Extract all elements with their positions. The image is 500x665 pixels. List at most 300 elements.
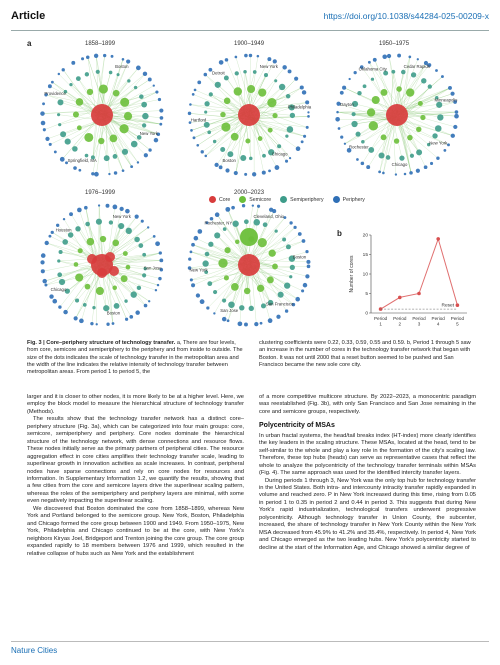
network-node <box>305 274 309 278</box>
network-node <box>90 322 93 325</box>
network-node <box>142 273 146 277</box>
network-node <box>153 84 155 86</box>
network-node <box>189 103 192 106</box>
network-node <box>399 156 404 161</box>
network-node <box>204 122 210 128</box>
legend-item-semiperiphery <box>280 196 323 203</box>
network-node <box>307 265 311 269</box>
network-node <box>123 251 128 256</box>
network-node <box>45 137 49 141</box>
network-node <box>200 299 205 304</box>
network-node <box>106 323 109 326</box>
legend-dot-semiperiphery <box>280 196 287 203</box>
network-node <box>57 113 60 116</box>
network-node <box>190 129 193 132</box>
network-node <box>159 258 163 262</box>
network-node <box>125 209 130 214</box>
network-node <box>257 55 260 58</box>
network-node <box>257 285 264 292</box>
network-node <box>148 78 152 82</box>
y-tick-label: 0 <box>365 311 368 317</box>
network-node <box>142 253 146 257</box>
network-node <box>432 133 437 138</box>
network-node <box>372 96 380 104</box>
right-column <box>259 394 476 552</box>
network-node <box>361 140 365 144</box>
network-node <box>126 228 132 234</box>
network-node <box>235 56 238 59</box>
network-node <box>112 322 115 325</box>
network-node <box>120 207 124 211</box>
network-node <box>122 169 125 172</box>
network-node <box>196 293 200 297</box>
network-node <box>430 162 433 165</box>
network-node <box>41 269 45 273</box>
y-tick-label: 20 <box>362 233 368 239</box>
legend-item-core <box>209 196 230 203</box>
cores-line-chart <box>345 227 475 337</box>
network-node <box>92 306 95 309</box>
network-node <box>272 113 277 118</box>
network-node <box>59 250 63 254</box>
network-node <box>86 55 90 59</box>
network-node <box>40 111 45 116</box>
network-edge <box>67 270 97 292</box>
network-edge <box>86 208 98 259</box>
network-node <box>87 89 93 95</box>
network-node <box>41 253 46 258</box>
network-node <box>285 309 288 312</box>
network-graph-3 <box>335 54 458 176</box>
network-node <box>234 171 238 175</box>
network-node <box>40 260 44 264</box>
y-tick-label: 5 <box>365 292 368 298</box>
network-node <box>302 239 306 243</box>
network-node <box>109 71 113 75</box>
network-node <box>231 133 239 141</box>
network-node <box>306 260 310 264</box>
semicore-node <box>240 228 258 246</box>
network-node <box>363 84 367 88</box>
network-node <box>109 220 113 224</box>
core-node <box>238 254 260 276</box>
caption-lead: Fig. 3 | Core–periphery structure of technology transfer. <box>27 340 176 346</box>
network-node <box>142 123 146 127</box>
x-tick-label-number: 1 <box>379 321 382 327</box>
network-node <box>48 235 51 238</box>
network-node <box>386 155 391 160</box>
network-node <box>284 282 290 288</box>
network-node <box>72 146 78 152</box>
network-node <box>49 294 53 298</box>
legend-item-semicore <box>239 196 271 203</box>
network-node <box>268 128 273 133</box>
network-node <box>98 204 100 206</box>
network-node <box>127 79 130 82</box>
network-node <box>43 128 46 131</box>
network-node <box>366 165 370 169</box>
network-node <box>213 290 217 294</box>
network-node <box>416 169 420 173</box>
network-node <box>244 288 250 294</box>
city-label: New York <box>259 64 278 70</box>
network-node <box>428 84 432 88</box>
network-node <box>96 70 100 74</box>
network-node <box>204 73 208 77</box>
network-node <box>238 321 243 326</box>
network-node <box>144 153 148 157</box>
network-node <box>65 139 71 145</box>
network-node <box>381 134 387 140</box>
network-node <box>289 275 292 278</box>
network-node <box>141 220 144 223</box>
network-node <box>108 173 110 175</box>
network-node <box>96 323 98 325</box>
network-node <box>225 207 230 212</box>
city-label: Rochester, NY <box>204 220 233 226</box>
city-label: Boston <box>292 254 307 260</box>
network-node <box>124 299 127 302</box>
network-node <box>290 113 295 118</box>
network-edge <box>338 110 390 112</box>
network-node <box>194 236 199 241</box>
network-node <box>157 284 159 286</box>
network-node <box>239 305 244 310</box>
network-node <box>131 291 137 297</box>
network-node <box>368 61 371 64</box>
network-node <box>143 72 147 76</box>
network-node <box>249 306 254 311</box>
network-node <box>134 86 137 89</box>
network-node <box>57 259 60 262</box>
network-node <box>71 61 75 65</box>
network-node <box>395 173 397 175</box>
network-node <box>443 149 446 152</box>
network-node <box>406 88 414 96</box>
network-node <box>94 172 99 177</box>
network-node <box>213 312 215 314</box>
data-point <box>456 303 460 307</box>
network-node <box>148 300 150 302</box>
network-node <box>155 90 158 93</box>
period-label-5: 2000–2023 <box>234 190 265 196</box>
network-node <box>220 147 225 152</box>
network-node <box>83 303 87 307</box>
network-node <box>411 72 416 77</box>
network-node <box>201 150 204 153</box>
network-node <box>214 232 220 238</box>
network-node <box>197 229 202 234</box>
network-node <box>336 111 339 114</box>
network-node <box>301 289 304 292</box>
network-node <box>58 305 61 308</box>
network-edge <box>228 271 247 321</box>
network-node <box>59 279 65 285</box>
core-node <box>97 268 107 278</box>
network-node <box>373 58 377 62</box>
caption-text-b: clustering coefficients were 0.22, 0.33, 0.59, 0.55 and 0.59. b, Period 1 through 5 saw an increase in the number of cores in the technology transfer network that began with Boston. It was not until 2000 that a reset button seemed to be pushed and San Francisco became the new sole core city. <box>259 340 471 368</box>
network-node <box>264 73 268 77</box>
city-label: Dayton <box>340 102 354 108</box>
network-node <box>267 98 276 107</box>
network-node <box>272 264 278 270</box>
network-graph-1 <box>40 54 163 177</box>
network-node <box>267 57 271 61</box>
network-node <box>273 59 277 63</box>
left-paragraph-1: larger and it is closer to other nodes, it is more likely to be at a higher level. Here, we employ the block model to measure the hierarchical structure of technology transfer (Methods). <box>27 394 244 415</box>
article-label: Article <box>11 10 46 22</box>
network-node <box>455 110 459 114</box>
network-node <box>410 154 414 158</box>
network-node <box>301 140 304 143</box>
network-node <box>424 165 428 169</box>
network-node <box>77 125 82 130</box>
network-node <box>204 155 207 158</box>
network-node <box>68 232 73 237</box>
network-node <box>252 204 254 206</box>
right-paragraph-3: During periods 1 through 3, New York was the only top hub for technology transfer in the United States. Both intra- and intercounty intracity transfer rapidly expanded in volume and reached zero. P in New York increased during this time, rising from 0.05 in period 1 to 0.35 in period 2 and 0.44 in period 3. This suggests that during New York's rapid industrialization, technological transfers underwent progressive polycentricity. Although technology transfer in Union County, the subcenter, increased, the share of technology transfer in New York County within the New York MSA decreased from 45.9% to 41.2% and 35.4%, respectively. In period 4, New York and Chicago emerged as the two leading hubs. New York's polycentricity started to decline at the start of the Information Age, and Chicago showed a similar degree of <box>259 477 476 551</box>
network-node <box>113 154 118 159</box>
network-node <box>112 285 117 290</box>
network-node <box>153 235 156 238</box>
network-node <box>60 157 65 162</box>
network-node <box>79 319 84 324</box>
network-node <box>391 70 395 74</box>
network-node <box>190 278 193 281</box>
network-node <box>453 125 457 129</box>
network-node <box>52 299 57 304</box>
network-node <box>278 292 284 298</box>
network-node <box>342 86 346 90</box>
figure-legend <box>209 196 365 203</box>
city-label: Hartford <box>190 117 207 123</box>
left-column <box>27 394 244 558</box>
x-tick-label-number: 5 <box>456 321 459 327</box>
figure-3 <box>27 37 477 337</box>
network-node <box>247 85 255 93</box>
network-graph-5 <box>188 204 311 326</box>
city-label: New York <box>189 267 208 273</box>
city-label: Oklahoma City <box>358 66 387 72</box>
network-node <box>368 147 374 153</box>
x-tick-label: Period <box>373 316 388 321</box>
x-tick-label: Period <box>393 316 407 321</box>
city-label: New York <box>112 214 131 220</box>
network-node <box>416 127 421 132</box>
network-node <box>252 172 256 176</box>
network-graph-2 <box>188 54 312 177</box>
network-node <box>85 72 89 76</box>
network-node <box>275 165 280 170</box>
network-node <box>224 76 229 81</box>
network-node <box>407 135 413 141</box>
network-node <box>224 247 230 253</box>
network-node <box>85 154 89 158</box>
network-node <box>58 73 60 75</box>
network-node <box>159 109 163 113</box>
city-label: Cleveland, Ohio <box>253 214 285 220</box>
period-label-1: 1858–1899 <box>85 41 116 47</box>
network-node <box>103 54 106 57</box>
network-node <box>234 87 242 95</box>
network-node <box>54 151 57 154</box>
network-node <box>192 93 195 96</box>
network-node <box>447 143 450 146</box>
network-node <box>224 98 231 105</box>
network-node <box>41 121 46 126</box>
network-node <box>220 112 225 117</box>
city-label: Detroit <box>212 70 225 76</box>
network-node <box>348 78 350 80</box>
network-node <box>418 101 423 106</box>
network-node <box>111 55 114 58</box>
legend-label-semicore: Semicore <box>249 196 272 203</box>
network-node <box>136 66 141 71</box>
network-node <box>258 88 266 96</box>
core-node <box>109 266 119 276</box>
core-node <box>238 104 260 126</box>
network-node <box>91 172 94 175</box>
network-node <box>57 99 63 105</box>
network-node <box>420 115 425 120</box>
network-node <box>84 133 93 142</box>
network-node <box>357 91 361 95</box>
network-node <box>268 169 271 172</box>
period-label-3: 1950–1975 <box>379 41 410 47</box>
network-node <box>224 275 229 280</box>
network-node <box>219 60 224 65</box>
network-node <box>354 71 357 74</box>
network-node <box>275 230 278 233</box>
header-divider <box>11 30 489 31</box>
network-node <box>262 171 266 175</box>
network-node <box>223 227 227 231</box>
network-node <box>141 102 147 108</box>
network-node <box>84 206 88 210</box>
core-node <box>91 104 113 126</box>
network-node <box>367 108 375 116</box>
network-node <box>227 319 230 322</box>
network-node <box>204 101 209 106</box>
city-label: Minneapolis <box>434 97 458 103</box>
city-label: Providence <box>44 91 66 97</box>
network-node <box>253 70 257 74</box>
network-node <box>258 238 267 247</box>
legend-dot-semicore <box>239 196 246 203</box>
network-node <box>69 212 73 216</box>
network-node <box>122 149 128 155</box>
network-node <box>409 171 413 175</box>
network-node <box>158 98 161 101</box>
network-node <box>421 78 426 83</box>
network-node <box>137 161 139 163</box>
core-node <box>105 252 115 262</box>
network-node <box>112 240 119 247</box>
network-node <box>285 160 288 163</box>
network-node <box>254 322 258 326</box>
network-node <box>244 54 248 58</box>
network-node <box>289 221 292 224</box>
network-node <box>404 173 407 176</box>
network-node <box>135 215 139 219</box>
x-tick-label-number: 3 <box>417 321 421 327</box>
network-node <box>263 222 268 227</box>
network-node <box>394 138 399 143</box>
network-edge <box>218 85 245 110</box>
network-node <box>401 70 406 75</box>
network-node <box>78 248 83 253</box>
network-node <box>120 98 129 107</box>
city-label: Chicago <box>391 161 408 167</box>
network-edge <box>389 56 401 112</box>
network-node <box>289 157 291 159</box>
network-node <box>244 322 248 326</box>
network-node <box>159 123 162 126</box>
network-node <box>48 84 52 88</box>
y-axis-label: Number of cores <box>349 255 355 293</box>
network-node <box>218 258 227 267</box>
legend-dot-core <box>209 196 216 203</box>
figure-caption-right <box>259 340 475 369</box>
network-node <box>75 226 80 231</box>
network-node <box>416 149 422 155</box>
y-tick-label: 15 <box>362 253 368 259</box>
network-node <box>159 251 162 254</box>
network-node <box>287 126 294 133</box>
network-node <box>106 204 110 208</box>
network-node <box>379 153 385 159</box>
legend-item-periphery <box>333 196 365 203</box>
network-node <box>361 162 365 166</box>
network-node <box>371 78 374 81</box>
network-node <box>340 136 343 139</box>
network-node <box>243 70 247 74</box>
network-node <box>378 171 381 174</box>
network-node <box>148 148 151 151</box>
network-node <box>56 224 59 227</box>
city-label: San Jose <box>143 265 162 271</box>
network-node <box>383 71 388 76</box>
period-label-2: 1900–1949 <box>234 41 265 47</box>
right-paragraph-1: of a more competitive multicore structure. By 2022–2023, a monocentric paradigm was reestablished (Fig. 3b), with only San Francisco and San Jose remaining in the core and semicore groups, respectively. <box>259 394 476 415</box>
network-node <box>197 80 201 84</box>
network-node <box>219 165 223 169</box>
network-node <box>188 112 191 115</box>
network-node <box>85 222 90 227</box>
network-node <box>222 298 226 302</box>
network-node <box>117 73 120 76</box>
network-node <box>214 163 218 167</box>
doi-link[interactable]: https://doi.org/10.1038/s44284-025-00209-x <box>323 11 489 21</box>
city-label: San Francisco <box>265 301 294 307</box>
network-node <box>191 243 195 247</box>
network-node <box>139 94 144 99</box>
network-node <box>75 273 83 281</box>
network-node <box>118 223 124 229</box>
network-node <box>99 84 108 93</box>
network-node <box>62 239 68 245</box>
network-node <box>129 315 133 319</box>
x-tick-label: Period <box>412 316 426 321</box>
network-node <box>204 111 207 114</box>
network-node <box>131 141 138 148</box>
network-node <box>257 205 260 208</box>
network-edge <box>193 245 243 267</box>
network-node <box>202 260 208 266</box>
network-node <box>382 54 387 59</box>
network-node <box>124 112 132 120</box>
network-node <box>190 250 193 253</box>
